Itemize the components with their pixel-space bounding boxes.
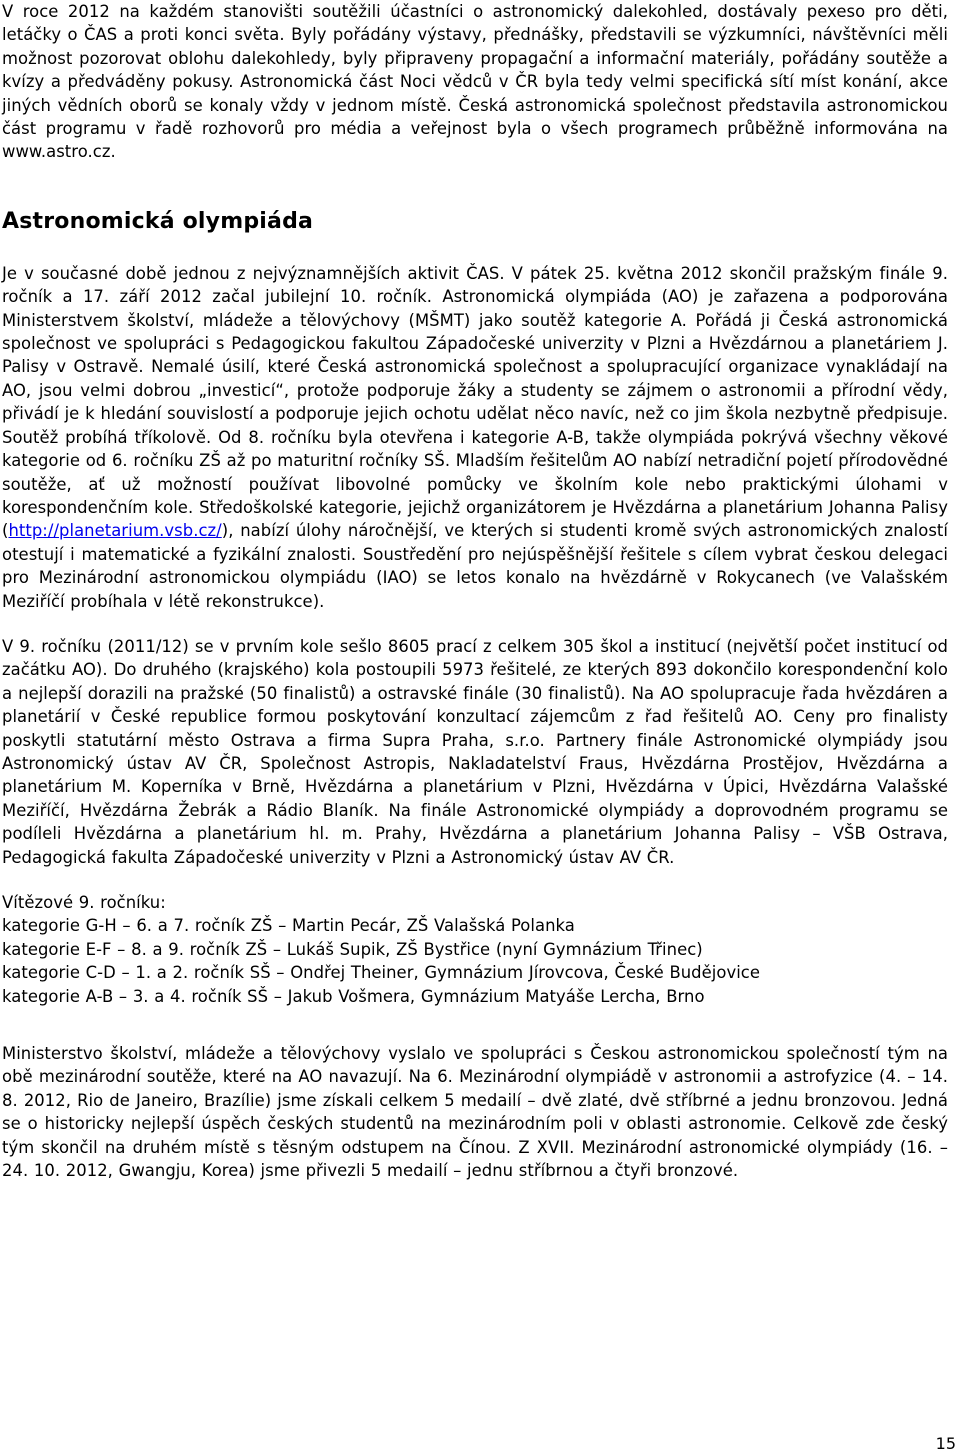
section-heading-wrap xyxy=(2,208,948,236)
paragraph-gap xyxy=(2,869,948,891)
winner-line: kategorie C-D – 1. a 2. ročník SŠ – Ondřej Theiner, Gymnázium Jírovcova, České Budějovice xyxy=(2,963,760,983)
winners-list xyxy=(2,891,948,1008)
page-number: 15 xyxy=(935,1434,956,1453)
intro-paragraph: V roce 2012 na každém stanovišti soutěžili účastníci o astronomický dalekohled, dostávaly pexeso pro děti, letáčky o ČAS a proti konci světa. Byly pořádány výstavy, přednášky, představili se výzkumníci, návštěvníci měli možnost pozorovat oblohu dalekohledy, byly připraveny propagační a informační materiály, pořádány soutěže a kvízy a předváděny pokusy. Astronomická část Noci vědců v ČR byla tedy velmi specifická sítí míst konání, akce jiných vědních oborů se konaly vždy v jednom místě. Česká astronomická společnost představila astronomickou část programu v řadě rozhovorů pro média a veřejnost byla o všech programech průběžně informována na www.astro.cz. xyxy=(2,2,948,162)
winner-line: kategorie E-F – 8. a 9. ročník ZŠ – Lukáš Supik, ZŠ Bystřice (nyní Gymnázium Třinec) xyxy=(2,939,703,959)
olympiad-text-before-link: Je v současné době jednou z nejvýznamnějších aktivit ČAS. V pátek 25. května 2012 skončil pražským finále 9. ročník a 17. září 2012 začal jubilejní 10. ročník. Astronomická olympiáda (AO) je zařazena a podporována Ministerstvem školství, mládeže a tělovýchovy (MŠMT) jako soutěž kategorie A. Pořádá ji Česká astronomická společnost ve spolupráci s Pedagogickou fakultou Západočeské univerzity v Plzni a Hvězdárnou a planetáriem J. Palisy v Ostravě. Nemalé úsilí, které Česká astronomická společnost a spolupracující organizace vynakládají na AO, jsou velmi dobrou „investicí“, protože podporuje žáky a studenty se zájmem o astronomii a přírodní vědy, přivádí je k hledání souvislostí a podporuje jejich ochotu udělat něco navíc, než co jim škola nezbytně předpisuje. Soutěž probíhá tříkolově. Od 8. ročníku byla otevřena i kategorie A-B, takže olympiáda pokrývá všechny věkové kategorie od 6. ročníku ZŠ až po maturitní ročníky SŠ. Mladším řešitelům AO nabízí netradiční pojetí přírodovědné soutěže, ať už možností používat libovolné pomůcky ve školním kole nebo praktickými úlohami v korespondenčním kole. Středoškolské kategorie, jejichž organizátorem je Hvězdárna a planetárium Johanna Palisy ( xyxy=(2,263,948,541)
planetarium-link[interactable]: http://planetarium.vsb.cz/ xyxy=(8,521,222,541)
ministry-paragraph: Ministerstvo školství, mládeže a tělovýchovy vyslalo ve spolupráci s Českou astronomickou společností tým na obě mezinárodní soutěže, které na AO navazují. Na 6. Mezinárodní olympiádě v astronomii a astrofyzice (4. – 14. 8. 2012, Rio de Janeiro, Brazílie) jsme získali celkem 5 medailí – dvě zlaté, dvě stříbrné a jednu bronzovou. Jedná se o historicky nejlepší úspěch českých studentů na mezinárodním poli v oblasti astronomie. Celkově zde český tým skončil na druhém místě s těsným odstupem na Čínou. Z XVII. Mezinárodní astronomické olympiády (16. – 24. 10. 2012, Gwangju, Korea) jsme přivezli 5 medailí – jednu stříbrnou a čtyři bronzové. xyxy=(2,1044,948,1181)
olympiad-paragraph-2: V 9. ročníku (2011/12) se v prvním kole sešlo 8605 prací z celkem 305 škol a institucí (největší počet institucí od začátku AO). Do druhého (krajského) kola postoupili 5973 řešitelé, ze kterých 893 dokončilo korespondenční kolo a nejlepší dorazili na pražské (50 finalistů) a ostravské finále (30 finalistů). Na AO spolupracuje řada hvězdáren a planetárií v České republice formou poskytování konzultací zájemcům z řad řešitelů AO. Ceny pro finalisty poskytli statutární město Ostrava a firma Supra Praha, s.r.o. Partnery finále Astronomické olympiády jsou Astronomický ústav AV ČR, Společnost Astropis, Nakladatelství Fraus, Hvězdárna Prostějov, Hvězdárna a planetárium M. Koperníka v Brně, Hvězdárna a planetárium v Plzni, Hvězdárna v Úpici, Hvězdárna Valašské Meziříčí, Hvězdárna Žebrák a Rádio Blaník. Na finále Astronomické olympiády a doprovodném programu se podíleli Hvězdárna a planetárium hl. m. Prahy, Hvězdárna a planetárium Johanna Palisy – VŠB Ostrava, Pedagogická fakulta Západočeské univerzity v Plzni a Astronomický ústav AV ČR. xyxy=(2,636,948,867)
olympiad-paragraph-1 xyxy=(2,262,948,613)
document-page xyxy=(2,0,948,1182)
paragraph-gap xyxy=(2,1008,948,1042)
winner-line: kategorie A-B – 3. a 4. ročník SŠ – Jakub Vošmera, Gymnázium Matyáše Lercha, Brno xyxy=(2,986,705,1006)
section-heading: Astronomická olympiáda xyxy=(2,208,314,234)
olympiad-text-after-link: ), nabízí úlohy náročnější, ve kterých si studenti kromě svých astronomických znalostí otestují i matematické a fyzikální znalosti. Soustředění pro nejúspěšnější řešitele s cílem vybrat českou delegaci pro Mezinárodní astronomickou olympiádu (IAO) se letos konalo na hvězdárně v Rokycanech (ve Valašském Meziříčí probíhala v létě rekonstrukce). xyxy=(2,521,948,611)
winners-heading: Vítězové 9. ročníku: xyxy=(2,893,166,912)
paragraph-gap xyxy=(2,613,948,635)
winner-line: kategorie G-H – 6. a 7. ročník ZŠ – Martin Pecár, ZŠ Valašská Polanka xyxy=(2,916,575,936)
